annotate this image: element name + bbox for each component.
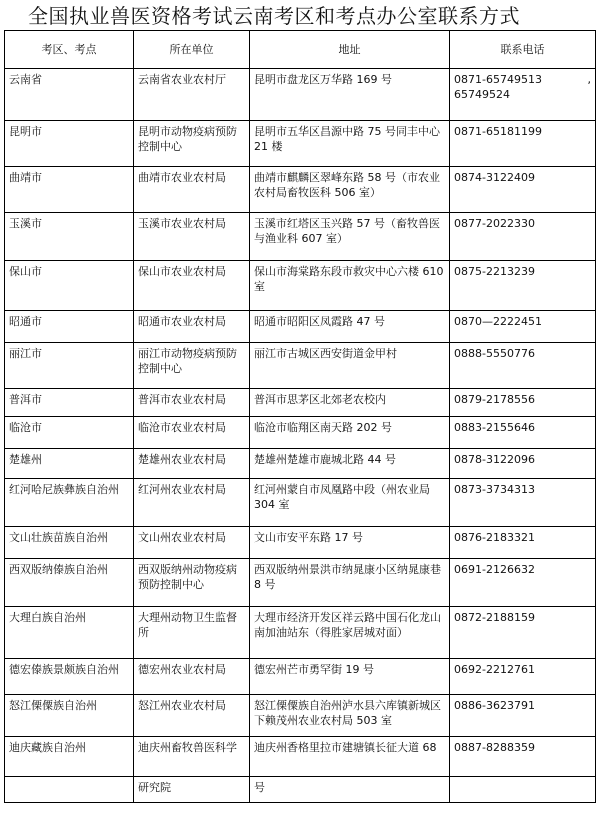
- cell-address: 号: [250, 777, 450, 803]
- cell-region: 大理白族自治州: [5, 607, 134, 659]
- cell-unit: 丽江市动物疫病预防控制中心: [134, 343, 250, 389]
- phone-number: [454, 264, 591, 279]
- phone-number: [454, 482, 591, 497]
- cell-phone: [450, 389, 596, 417]
- phone-number: [454, 346, 591, 361]
- cell-region: 丽江市: [5, 343, 134, 389]
- table-row: [5, 559, 596, 607]
- phone-number: [454, 740, 591, 755]
- cell-unit: 昆明市动物疫病预防控制中心: [134, 121, 250, 167]
- cell-region: 楚雄州: [5, 449, 134, 479]
- phone-number: [454, 124, 591, 139]
- phone-number: [454, 698, 591, 713]
- cell-region: 玉溪市: [5, 213, 134, 261]
- cell-phone: [450, 167, 596, 213]
- cell-region: 昭通市: [5, 311, 134, 343]
- cell-unit: 保山市农业农村局: [134, 261, 250, 311]
- table-row: [5, 69, 596, 121]
- phone-number: [454, 562, 591, 577]
- phone-number-text: 0875-2213239: [454, 265, 535, 278]
- cell-address: 临沧市临翔区南天路 202 号: [250, 417, 450, 449]
- cell-unit: 普洱市农业农村局: [134, 389, 250, 417]
- header-region: 考区、考点: [5, 31, 134, 69]
- cell-unit: 楚雄州农业农村局: [134, 449, 250, 479]
- cell-phone: [450, 69, 596, 121]
- cell-unit: 迪庆州畜牧兽医科学: [134, 737, 250, 777]
- table-row: [5, 311, 596, 343]
- cell-address: 昭通市昭阳区凤霞路 47 号: [250, 311, 450, 343]
- cell-region: [5, 777, 134, 803]
- phone-number-text: 0876-2183321: [454, 531, 535, 544]
- cell-region: 西双版纳傣族自治州: [5, 559, 134, 607]
- phone-number-text: 0878-3122096: [454, 453, 535, 466]
- header-address: 地址: [250, 31, 450, 69]
- phone-number-text: 0886-3623791: [454, 699, 535, 712]
- phone-number-text: 0883-2155646: [454, 421, 535, 434]
- cell-phone: [450, 695, 596, 737]
- phone-number: [454, 216, 591, 231]
- phone-number-text: 0887-8288359: [454, 741, 535, 754]
- table-row: [5, 479, 596, 527]
- phone-number-text: 0692-2212761: [454, 663, 535, 676]
- phone-number-text: 0691-2126632: [454, 563, 535, 576]
- cell-unit: 西双版纳州动物疫病预防控制中心: [134, 559, 250, 607]
- cell-unit: 大理州动物卫生监督所: [134, 607, 250, 659]
- table-row-continuation: [5, 777, 596, 803]
- phone-number-text: 0874-3122409: [454, 171, 535, 184]
- table-row: [5, 121, 596, 167]
- cell-phone: [450, 343, 596, 389]
- phone-number: [454, 530, 591, 545]
- cell-region: 文山壮族苗族自治州: [5, 527, 134, 559]
- cell-address: 昆明市盘龙区万华路 169 号: [250, 69, 450, 121]
- table-row: [5, 659, 596, 695]
- phone-number: [454, 72, 591, 87]
- table-row: [5, 167, 596, 213]
- cell-unit: 研究院: [134, 777, 250, 803]
- table-header-row: [5, 31, 596, 69]
- cell-address: 楚雄州楚雄市鹿城北路 44 号: [250, 449, 450, 479]
- cell-region: 德宏傣族景颇族自治州: [5, 659, 134, 695]
- phone-number-text: 0871-65749513: [454, 73, 542, 86]
- cell-region: 临沧市: [5, 417, 134, 449]
- table-row: [5, 449, 596, 479]
- cell-address: 曲靖市麒麟区翠峰东路 58 号（市农业农村局畜牧医科 506 室）: [250, 167, 450, 213]
- cell-phone: [450, 449, 596, 479]
- cell-phone: [450, 607, 596, 659]
- cell-phone: [450, 417, 596, 449]
- table-row: [5, 417, 596, 449]
- cell-address: 西双版纳州景洪市纳晁康小区纳晁康巷 8 号: [250, 559, 450, 607]
- table-row: [5, 213, 596, 261]
- cell-unit: 文山州农业农村局: [134, 527, 250, 559]
- cell-region: 昆明市: [5, 121, 134, 167]
- contact-table: [4, 30, 596, 803]
- phone-number: [454, 662, 591, 677]
- phone-number: [454, 452, 591, 467]
- cell-address: 普洱市思茅区北郊老农校内: [250, 389, 450, 417]
- cell-phone: [450, 659, 596, 695]
- cell-phone: [450, 559, 596, 607]
- cell-address: 大理市经济开发区祥云路中国石化龙山南加油站东（得胜家居城对面）: [250, 607, 450, 659]
- table-row: [5, 527, 596, 559]
- cell-unit: 红河州农业农村局: [134, 479, 250, 527]
- page-title: 全国执业兽医资格考试云南考区和考点办公室联系方式: [28, 4, 520, 28]
- cell-region: 迪庆藏族自治州: [5, 737, 134, 777]
- table-row: [5, 261, 596, 311]
- table-row: [5, 607, 596, 659]
- cell-unit: 昭通市农业农村局: [134, 311, 250, 343]
- phone-number-text: 0872-2188159: [454, 611, 535, 624]
- phone-number-text: 0877-2022330: [454, 217, 535, 230]
- cell-region: 曲靖市: [5, 167, 134, 213]
- cell-address: 德宏州芒市勇罕街 19 号: [250, 659, 450, 695]
- cell-region: 红河哈尼族彝族自治州: [5, 479, 134, 527]
- phone-number: [454, 610, 591, 625]
- phone-number-secondary: 65749524: [454, 88, 510, 101]
- cell-address: 昆明市五华区昌源中路 75 号同丰中心 21 楼: [250, 121, 450, 167]
- cell-unit: 德宏州农业农村局: [134, 659, 250, 695]
- cell-address: 怒江傈僳族自治州泸水县六库镇新城区下赖茂州农业农村局 503 室: [250, 695, 450, 737]
- header-unit: 所在单位: [134, 31, 250, 69]
- table-row: [5, 737, 596, 777]
- phone-separator: ,: [587, 73, 591, 86]
- cell-unit: 怒江州农业农村局: [134, 695, 250, 737]
- phone-number-text: 0871-65181199: [454, 125, 542, 138]
- table-row: [5, 343, 596, 389]
- cell-address: 玉溪市红塔区玉兴路 57 号（畜牧兽医与渔业科 607 室）: [250, 213, 450, 261]
- cell-phone: [450, 527, 596, 559]
- phone-number: [454, 392, 591, 407]
- cell-region: 云南省: [5, 69, 134, 121]
- cell-phone: [450, 311, 596, 343]
- table-row: [5, 695, 596, 737]
- table-row: [5, 389, 596, 417]
- cell-unit: 临沧市农业农村局: [134, 417, 250, 449]
- cell-unit: 曲靖市农业农村局: [134, 167, 250, 213]
- cell-address: 红河州蒙自市凤凰路中段（州农业局 304 室: [250, 479, 450, 527]
- phone-number-text: 0873-3734313: [454, 483, 535, 496]
- cell-phone: [450, 479, 596, 527]
- phone-number: [454, 420, 591, 435]
- cell-phone: [450, 737, 596, 777]
- cell-region: 保山市: [5, 261, 134, 311]
- phone-number-text: 0888-5550776: [454, 347, 535, 360]
- cell-address: 保山市海棠路东段市救灾中心六楼 610 室: [250, 261, 450, 311]
- cell-region: 怒江傈僳族自治州: [5, 695, 134, 737]
- cell-unit: 云南省农业农村厅: [134, 69, 250, 121]
- cell-unit: 玉溪市农业农村局: [134, 213, 250, 261]
- cell-phone: [450, 213, 596, 261]
- cell-phone: [450, 261, 596, 311]
- cell-phone: [450, 121, 596, 167]
- cell-region: 普洱市: [5, 389, 134, 417]
- cell-address: 文山市安平东路 17 号: [250, 527, 450, 559]
- cell-address: 丽江市古城区西安街道金甲村: [250, 343, 450, 389]
- phone-number: [454, 170, 591, 185]
- cell-phone: [450, 777, 596, 803]
- cell-address: 迪庆州香格里拉市建塘镇长征大道 68: [250, 737, 450, 777]
- header-phone: 联系电话: [450, 31, 596, 69]
- phone-number-text: 0879-2178556: [454, 393, 535, 406]
- phone-number: [454, 314, 591, 329]
- phone-number-text: 0870—2222451: [454, 315, 542, 328]
